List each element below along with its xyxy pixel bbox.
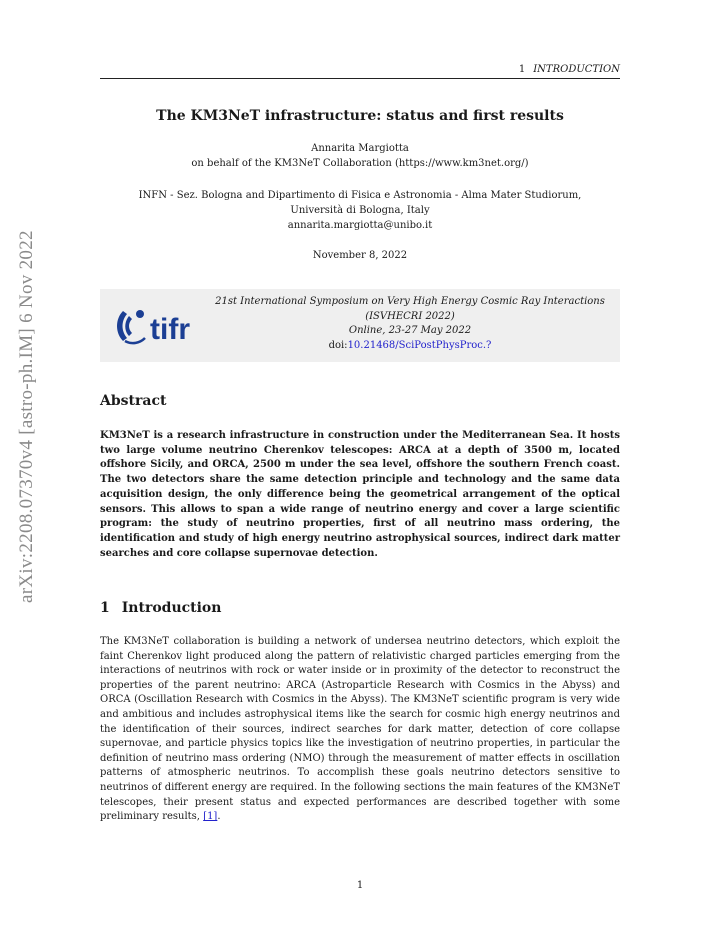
tifr-logo-text: tifr [150, 313, 190, 346]
section-title: Introduction [121, 600, 222, 616]
running-head-number: 1 [518, 64, 526, 75]
conference-info [200, 295, 620, 353]
affiliation-line-1: INFN - Sez. Bologna and Dipartimento di Fisica e Astronomia - Alma Mater Studiorum, [138, 190, 582, 201]
running-head-title: INTRODUCTION [533, 64, 620, 75]
tifr-logo-wave-icon [117, 311, 132, 341]
paper-date: November 8, 2022 [312, 250, 408, 261]
doi-link[interactable]: 10.21468/SciPostPhysProc.? [347, 339, 492, 351]
tifr-logo [114, 305, 214, 347]
page-number: 1 [356, 880, 364, 891]
paper-title: The KM3NeT infrastructure: status and first results [156, 108, 564, 124]
section-number: 1 [100, 600, 110, 616]
doi-label: doi: [328, 339, 348, 351]
conference-acronym: (ISVHECRI 2022) [365, 310, 455, 322]
conference-doi [200, 339, 620, 354]
abstract-text: KM3NeT is a research infrastructure in construction under the Mediterranean Sea. It hosts two large volume neutrino Cherenkov telescopes: ARCA at a depth of 3500 m, located offshore Sicily, and ORCA, 2500 m under the sea level, offshore the southern French coast. The two detectors share the same detection principle and technology and the same data acquisition design, the only difference being the geometrical arrangement of the optical sensors. This allows to span a wide range of neutrino energy and cover a large scientific program: the study of neutrino properties, first of all neutrino mass ordering, the identification and study of high energy neutrino astrophysical sources, indirect dark matter searches and core collapse supernovae detection. [100, 430, 620, 559]
citation-link[interactable]: [1] [203, 811, 218, 823]
introduction-text [100, 635, 620, 825]
introduction-body: The KM3NeT collaboration is building a network of undersea neutrino detectors, which exploit the faint Cherenkov light produced along the pattern of relativistic charged particles emerging from the interactions of neutrinos with rock or water inside or in proximity of the detector to reconstruct the properties of the parent neutrino: ARCA (Astroparticle Research with Cosmics in the Abyss) and ORCA (Oscillation Research with Cosmics in the Abyss). The KM3NeT scientific program is very wide and ambitious and includes astrophysical items like the search for cosmic high energy neutrinos and the identification of their sources, indirect searches for dark matter, detection of core collapse supernovae, and particle physics topics like the investigation of neutrino properties, in particular the definition of neutrino mass ordering (NMO) through the measurement of matter effects in oscillation patterns of atmospheric neutrinos. To accomplish these goals neutrino detectors sensitive to neutrinos of different energy are required. In the following sections the main features of the KM3NeT telescopes, their present status and expected performances are described together with some preliminary results, [100, 636, 620, 823]
affiliation-block [100, 188, 620, 233]
author-email: annarita.margiotta@unibo.it [287, 220, 433, 231]
author-name: Annarita Margiotta [311, 143, 409, 154]
conference-dates: Online, 23-27 May 2022 [348, 325, 472, 336]
abstract-heading: Abstract [100, 393, 167, 409]
author-block [100, 141, 620, 171]
author-collaboration: on behalf of the KM3NeT Collaboration (https://www.km3net.org/) [191, 158, 529, 169]
section-heading [100, 600, 221, 616]
conference-box [100, 289, 620, 362]
introduction-end: . [217, 811, 221, 823]
affiliation-line-2: Università di Bologna, Italy [290, 205, 430, 216]
conference-name: 21st International Symposium on Very High Energy Cosmic Ray Interactions [215, 296, 605, 307]
arxiv-stamp: arXiv:2208.07370v4 [astro-ph.IM] 6 Nov 2022 [16, 230, 37, 603]
running-head [100, 64, 620, 79]
